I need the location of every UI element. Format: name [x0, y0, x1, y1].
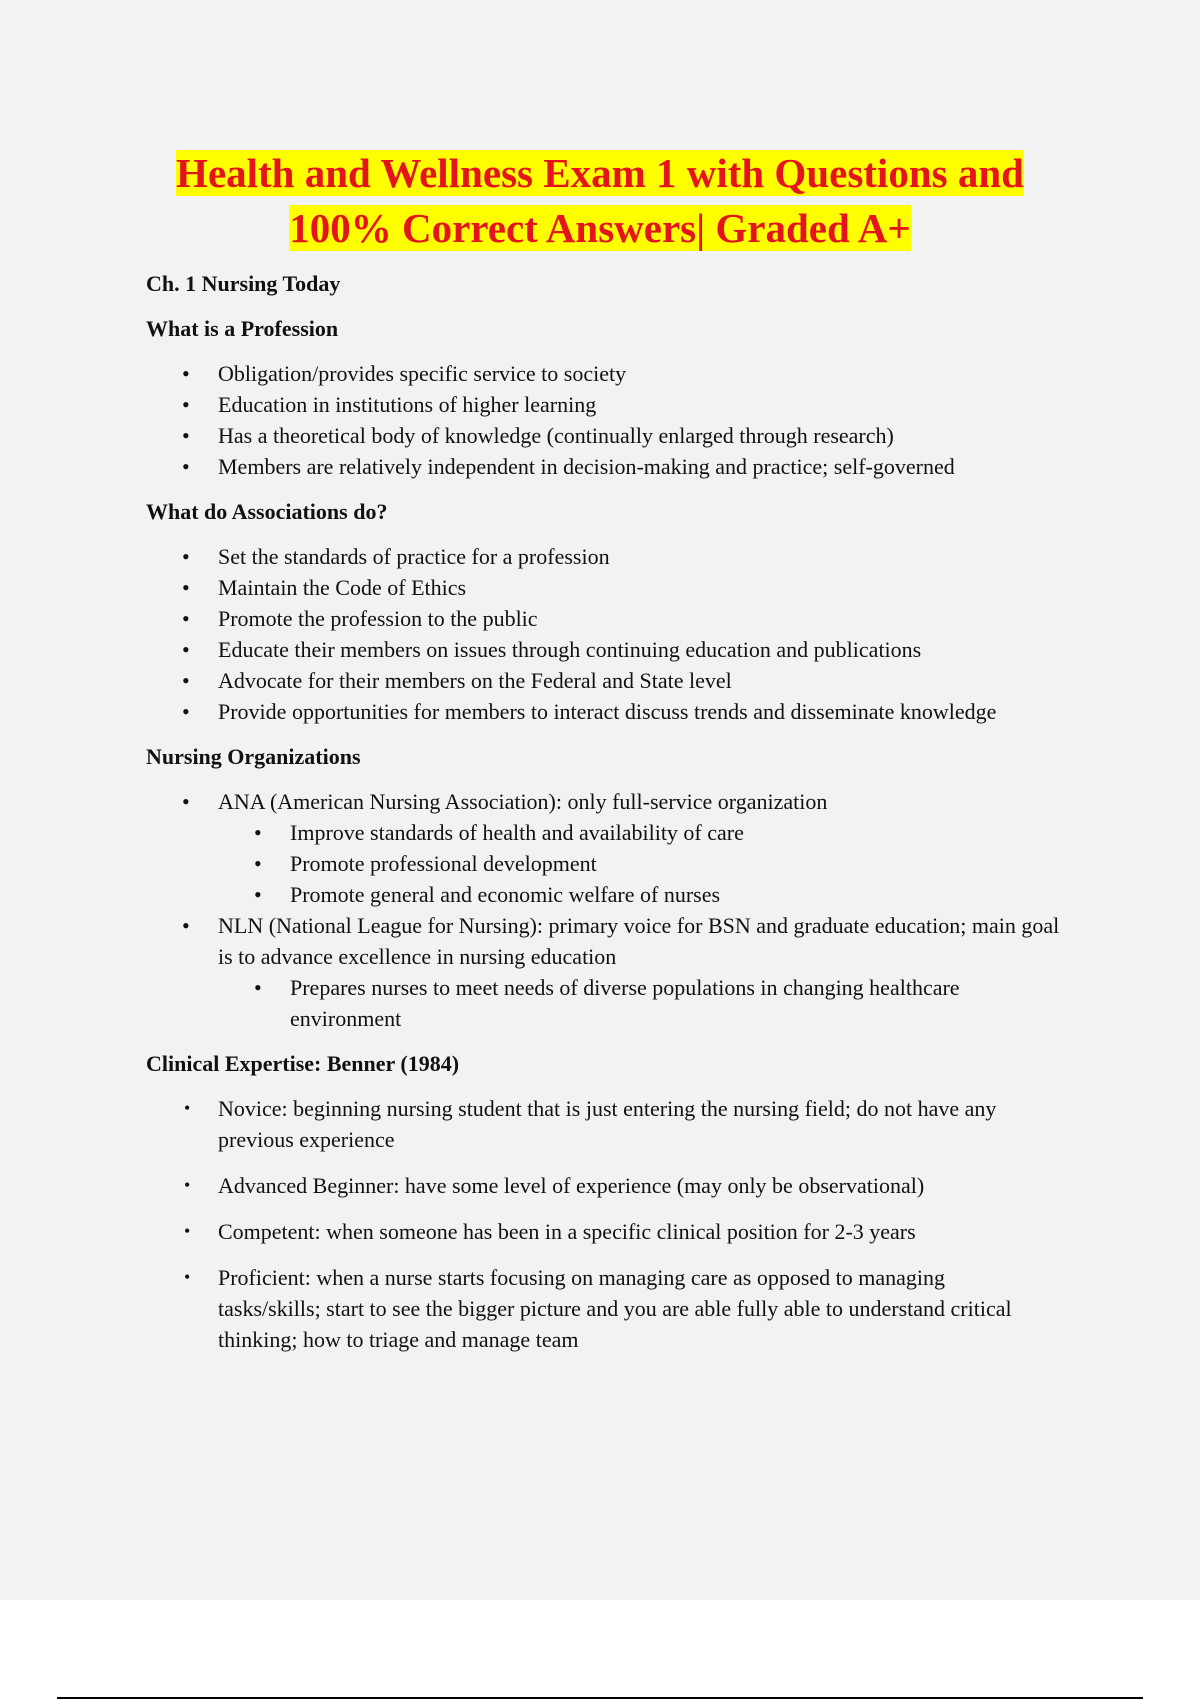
bullet-icon: •	[184, 1267, 191, 1287]
bullet-icon: •	[182, 699, 190, 724]
section-heading-profession: What is a Profession	[146, 316, 339, 341]
section-heading-benner: Clinical Expertise: Benner (1984)	[146, 1051, 460, 1076]
list-item: • Promote general and economic welfare of nurses	[218, 879, 1106, 910]
bullet-icon: •	[182, 392, 190, 417]
bullet-icon: •	[182, 544, 190, 569]
benner-list	[146, 1093, 1106, 1355]
bullet-icon: •	[254, 975, 262, 1000]
bullet-icon: •	[182, 789, 190, 814]
list-item: • Maintain the Code of Ethics	[146, 572, 1106, 603]
associations-list	[146, 541, 1106, 727]
bullet-icon: •	[182, 575, 190, 600]
list-item: • Improve standards of health and availability of care	[218, 817, 1106, 848]
organizations-list	[146, 786, 1106, 1034]
list-item: • Has a theoretical body of knowledge (continually enlarged through research)	[146, 420, 1106, 451]
list-item: • Provide opportunities for members to interact discuss trends and disseminate knowledge	[146, 696, 1106, 727]
list-item: • Advanced Beginner: have some level of experience (may only be observational)	[146, 1170, 1066, 1201]
list-item: • Set the standards of practice for a profession	[146, 541, 1106, 572]
bullet-icon: •	[182, 668, 190, 693]
list-item-ana: • ANA (American Nursing Association): only full-service organization • Improve standards of health and availability of care • Promote professional development • Promote general and economic welfare of nurses	[146, 786, 1106, 910]
bullet-icon: •	[182, 637, 190, 662]
nln-sublist	[218, 972, 1066, 1034]
bullet-icon: •	[182, 361, 190, 386]
section-heading-organizations: Nursing Organizations	[146, 744, 361, 769]
list-item: • Education in institutions of higher learning	[146, 389, 1106, 420]
title-line-1: Health and Wellness Exam 1 with Questions and	[176, 150, 1024, 196]
chapter-heading: Ch. 1 Nursing Today	[146, 271, 341, 296]
footer-divider	[57, 1697, 1143, 1699]
bullet-icon: •	[182, 423, 190, 448]
ana-sublist	[218, 817, 1106, 910]
list-item: • Members are relatively independent in decision-making and practice; self-governed	[146, 451, 1106, 482]
list-item: • Promote the profession to the public	[146, 603, 1106, 634]
title-line-2: 100% Correct Answers| Graded A+	[289, 205, 911, 251]
bullet-icon: •	[184, 1098, 191, 1118]
bullet-icon: •	[184, 1221, 191, 1241]
bullet-icon: •	[254, 882, 262, 907]
bullet-icon: •	[254, 820, 262, 845]
bullet-icon: •	[182, 454, 190, 479]
list-item: • Prepares nurses to meet needs of diverse populations in changing healthcare environment	[218, 972, 1066, 1034]
document-title	[100, 146, 1100, 256]
bullet-icon: •	[254, 851, 262, 876]
bullet-icon: •	[182, 606, 190, 631]
list-item: • Novice: beginning nursing student that is just entering the nursing field; do not have any previous experience	[146, 1093, 1066, 1155]
bullet-icon: •	[184, 1175, 191, 1195]
list-item: • Promote professional development	[218, 848, 1106, 879]
document-body	[146, 268, 1106, 1370]
section-heading-associations: What do Associations do?	[146, 499, 388, 524]
list-item: • Obligation/provides specific service to society	[146, 358, 1106, 389]
list-item: • Educate their members on issues through continuing education and publications	[146, 634, 1106, 665]
list-item: • Advocate for their members on the Federal and State level	[146, 665, 1106, 696]
list-item-nln: • NLN (National League for Nursing): primary voice for BSN and graduate education; main goal is to advance excellence in nursing education • Prepares nurses to meet needs of diverse populations in changing healthcare environment	[146, 910, 1106, 1034]
list-item: • Competent: when someone has been in a specific clinical position for 2-3 years	[146, 1216, 1066, 1247]
bullet-icon: •	[182, 913, 190, 938]
list-item: • Proficient: when a nurse starts focusing on managing care as opposed to managing tasks/skills; start to see the bigger picture and you are able fully able to understand critical thinking; how to triage and manage team	[146, 1262, 1066, 1355]
profession-list	[146, 358, 1106, 482]
